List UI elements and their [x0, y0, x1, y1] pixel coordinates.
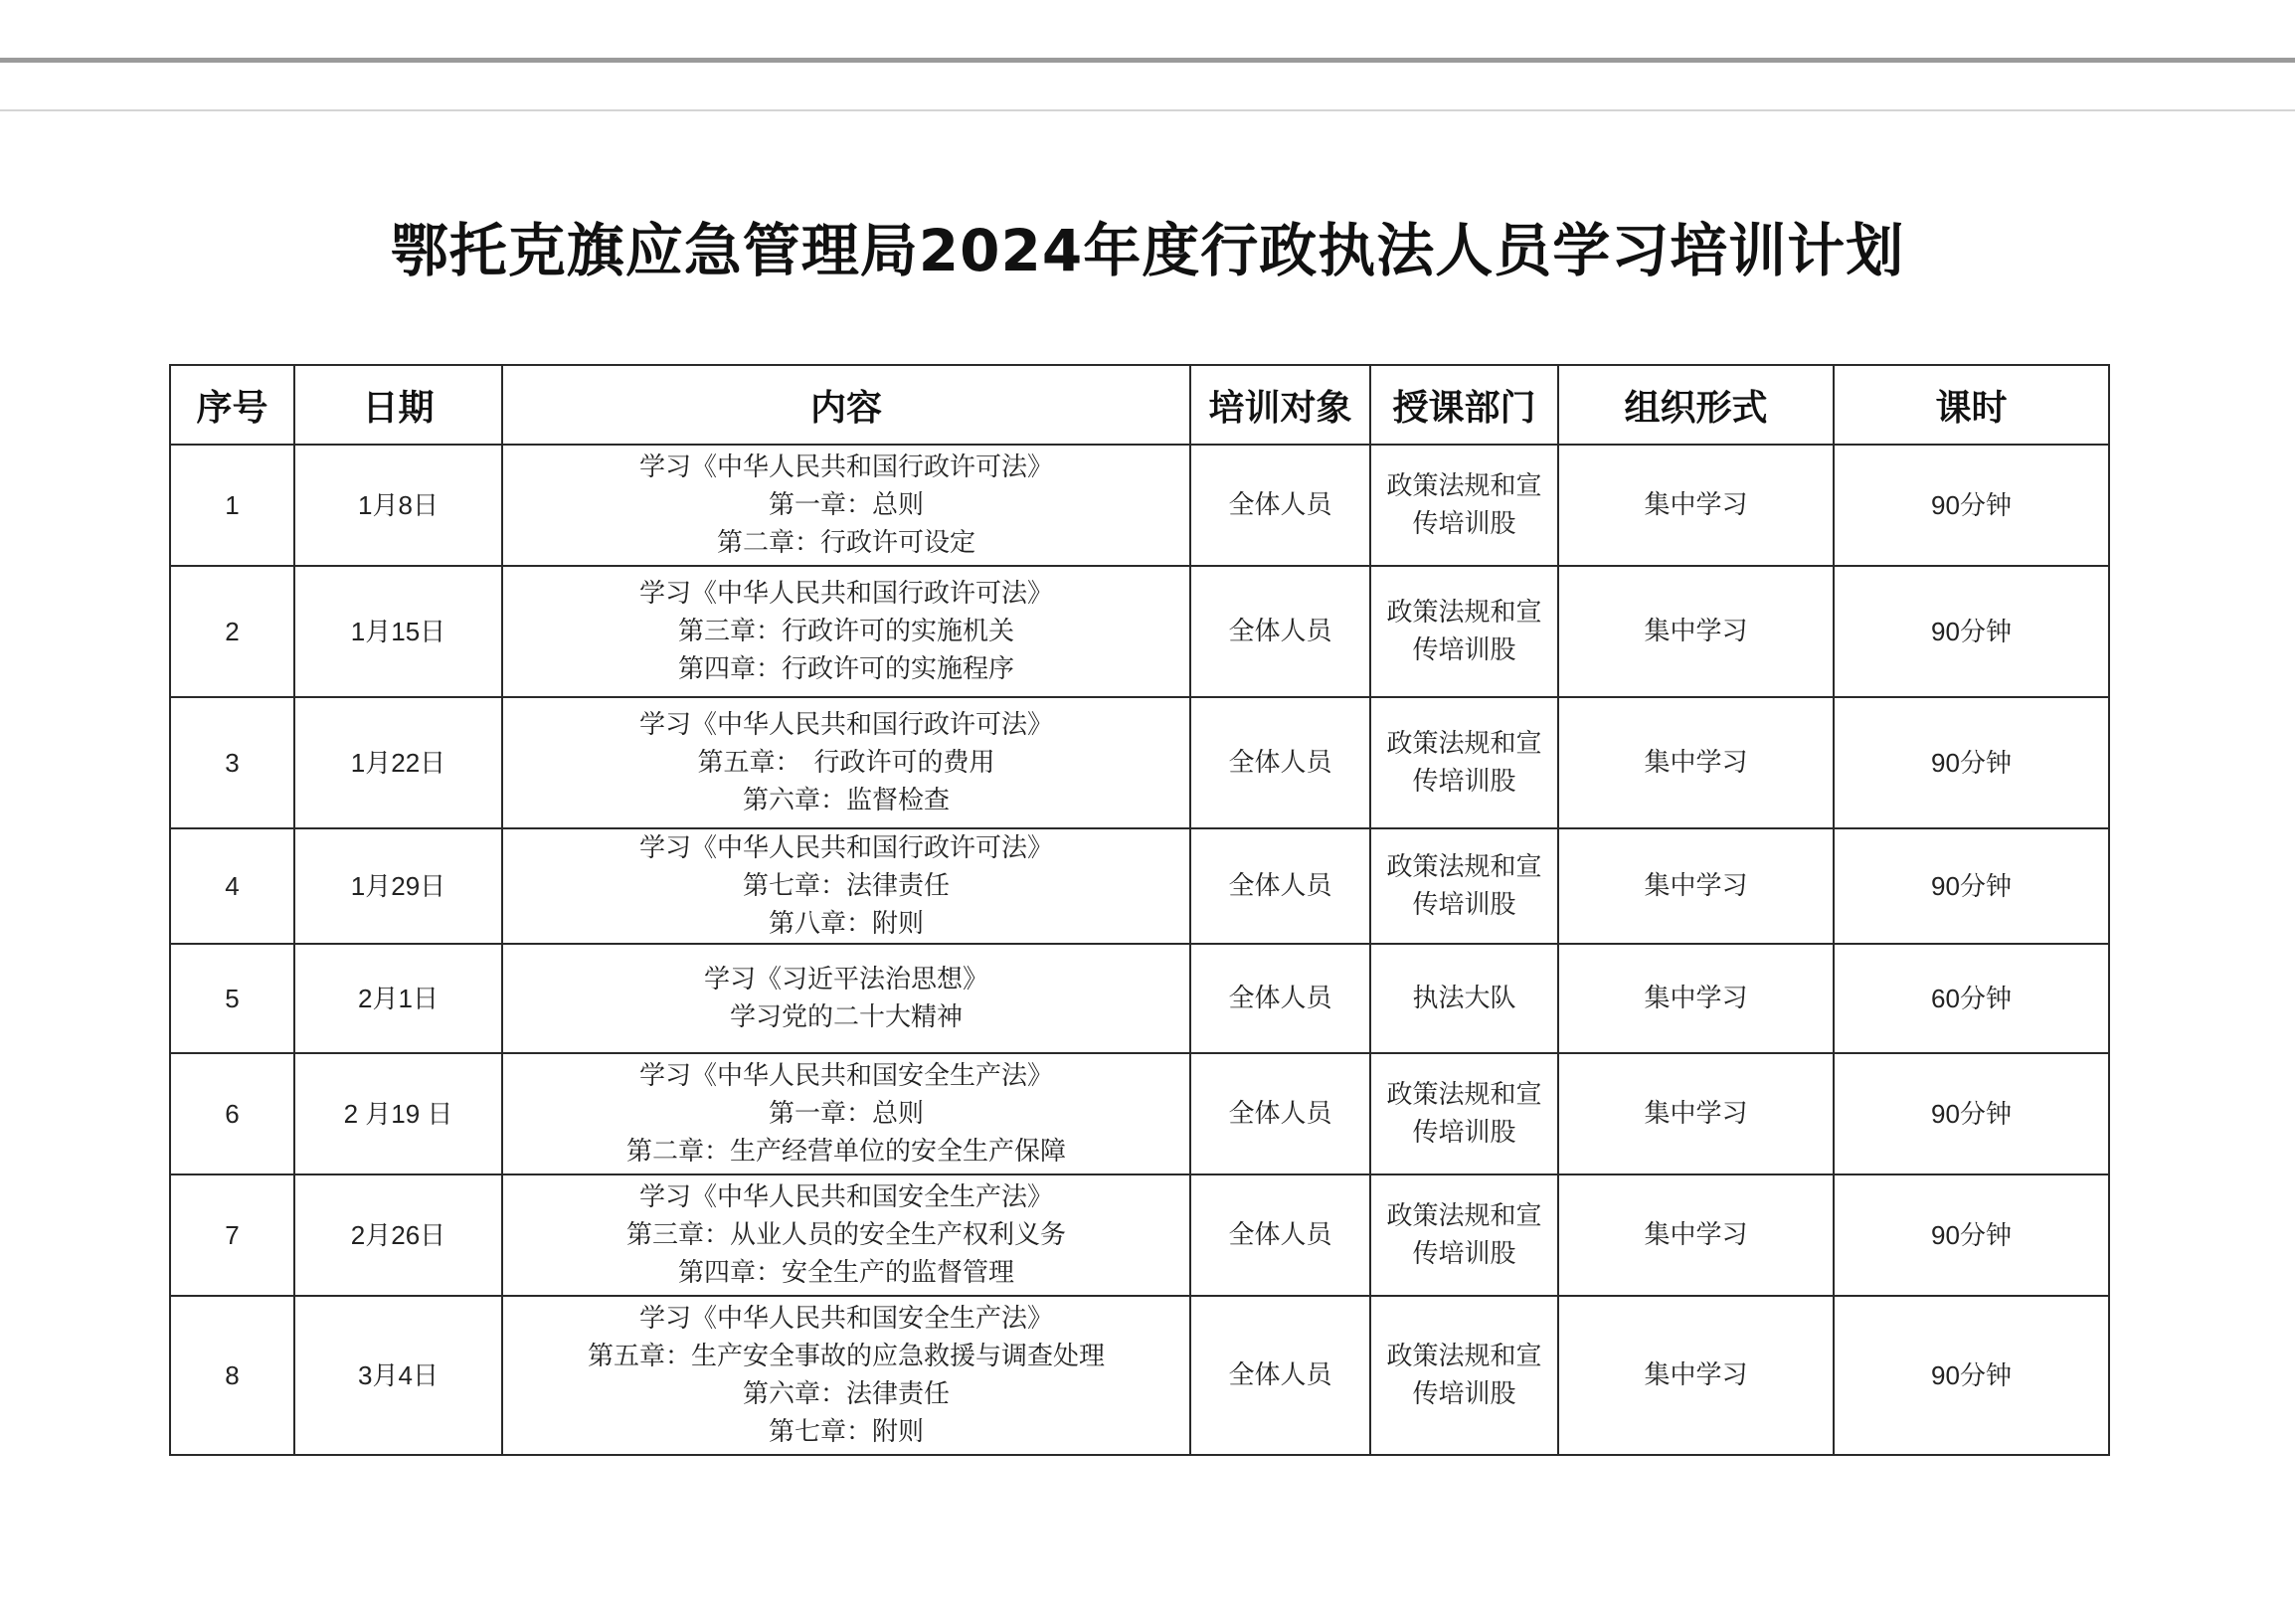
cell-content: [502, 1296, 1190, 1455]
content-line: 学习党的二十大精神: [729, 1002, 963, 1032]
table-row: [170, 944, 2109, 1053]
dept-line: 传培训股: [1412, 635, 1516, 665]
cell-audience: 全体人员: [1190, 697, 1370, 828]
table-row: [170, 1174, 2109, 1296]
cell-audience: 全体人员: [1190, 1296, 1370, 1455]
scan-edge-line-faint: [0, 109, 2295, 111]
cell-date: 1月15日: [294, 566, 502, 697]
header-dept: 授课部门: [1370, 365, 1558, 445]
cell-hours: 60分钟: [1834, 944, 2109, 1053]
dept-line: 传培训股: [1412, 1239, 1516, 1269]
content-line: 第三章：从业人员的安全生产权利义务: [625, 1220, 1066, 1250]
table-row: [170, 445, 2109, 566]
cell-audience: 全体人员: [1190, 828, 1370, 944]
cell-date: 1月29日: [294, 828, 502, 944]
cell-audience: 全体人员: [1190, 1053, 1370, 1174]
dept-line: 政策法规和宣: [1386, 852, 1542, 882]
cell-hours: 90分钟: [1834, 828, 2109, 944]
content-line: 学习《中华人民共和国安全生产法》: [638, 1061, 1053, 1091]
dept-line: 政策法规和宣: [1386, 1080, 1542, 1110]
content-line: 第五章： 行政许可的费用: [697, 748, 995, 778]
cell-hours: 90分钟: [1834, 445, 2109, 566]
content-line: 学习《中华人民共和国安全生产法》: [638, 1182, 1053, 1212]
cell-date: 2月26日: [294, 1174, 502, 1296]
dept-line: 政策法规和宣: [1386, 1201, 1542, 1231]
cell-date: 2 月19 日: [294, 1053, 502, 1174]
cell-form: 集中学习: [1558, 828, 1834, 944]
content-line: 第四章：安全生产的监督管理: [677, 1258, 1014, 1288]
header-no: 序号: [170, 365, 294, 445]
cell-no: 2: [170, 566, 294, 697]
header-form: 组织形式: [1558, 365, 1834, 445]
table-row: [170, 1053, 2109, 1174]
cell-content: [502, 1174, 1190, 1296]
dept-line: 传培训股: [1412, 767, 1516, 797]
dept-line: 传培训股: [1412, 509, 1516, 539]
cell-dept: [1370, 566, 1558, 697]
content-line: 第八章：附则: [768, 909, 924, 939]
content-line: 第三章：行政许可的实施机关: [677, 617, 1014, 646]
cell-hours: 90分钟: [1834, 1174, 2109, 1296]
cell-no: 7: [170, 1174, 294, 1296]
cell-no: 8: [170, 1296, 294, 1455]
cell-form: 集中学习: [1558, 445, 1834, 566]
cell-no: 3: [170, 697, 294, 828]
cell-content: [502, 445, 1190, 566]
cell-content: [502, 566, 1190, 697]
table-row: [170, 697, 2109, 828]
cell-hours: 90分钟: [1834, 697, 2109, 828]
cell-dept: [1370, 1053, 1558, 1174]
dept-line: 政策法规和宣: [1386, 471, 1542, 501]
content-line: 第二章：生产经营单位的安全生产保障: [625, 1137, 1066, 1167]
cell-hours: 90分钟: [1834, 1296, 2109, 1455]
cell-date: 1月8日: [294, 445, 502, 566]
cell-form: 集中学习: [1558, 697, 1834, 828]
cell-date: 3月4日: [294, 1296, 502, 1455]
cell-form: 集中学习: [1558, 944, 1834, 1053]
content-line: 第五章：生产安全事故的应急救援与调查处理: [587, 1342, 1105, 1371]
content-line: 第六章：监督检查: [742, 786, 950, 815]
content-line: 学习《中华人民共和国行政许可法》: [638, 710, 1053, 740]
cell-audience: 全体人员: [1190, 1174, 1370, 1296]
content-line: 学习《中华人民共和国安全生产法》: [638, 1304, 1053, 1334]
training-plan-table: [169, 364, 2110, 1456]
cell-form: 集中学习: [1558, 1174, 1834, 1296]
cell-date: 2月1日: [294, 944, 502, 1053]
cell-dept: [1370, 1296, 1558, 1455]
cell-no: 4: [170, 828, 294, 944]
content-line: 第四章：行政许可的实施程序: [677, 654, 1014, 684]
dept-line: 传培训股: [1412, 1379, 1516, 1409]
cell-hours: 90分钟: [1834, 1053, 2109, 1174]
cell-form: 集中学习: [1558, 1296, 1834, 1455]
cell-content: [502, 697, 1190, 828]
cell-dept: [1370, 697, 1558, 828]
cell-no: 6: [170, 1053, 294, 1174]
cell-no: 1: [170, 445, 294, 566]
table-row: [170, 828, 2109, 944]
dept-line: 传培训股: [1412, 1118, 1516, 1148]
dept-line: 传培训股: [1412, 890, 1516, 920]
cell-hours: 90分钟: [1834, 566, 2109, 697]
cell-audience: 全体人员: [1190, 944, 1370, 1053]
header-date: 日期: [294, 365, 502, 445]
table-header-row: [170, 365, 2109, 445]
cell-content: [502, 944, 1190, 1053]
cell-content: [502, 828, 1190, 944]
content-line: 学习《中华人民共和国行政许可法》: [638, 833, 1053, 863]
dept-line: 政策法规和宣: [1386, 598, 1542, 628]
cell-content: [502, 1053, 1190, 1174]
cell-form: 集中学习: [1558, 1053, 1834, 1174]
scan-edge-line: [0, 58, 2295, 63]
cell-dept: [1370, 445, 1558, 566]
header-content: 内容: [502, 365, 1190, 445]
content-line: 第七章：附则: [768, 1417, 924, 1447]
content-line: 第六章：法律责任: [742, 1379, 950, 1409]
dept-line: 政策法规和宣: [1386, 1342, 1542, 1371]
cell-no: 5: [170, 944, 294, 1053]
cell-date: 1月22日: [294, 697, 502, 828]
content-line: 第一章：总则: [768, 1099, 924, 1129]
cell-dept: [1370, 1174, 1558, 1296]
content-line: 第二章：行政许可设定: [716, 528, 975, 558]
dept-line: 政策法规和宣: [1386, 729, 1542, 759]
page-title: 鄂托克旗应急管理局2024年度行政执法人员学习培训计划: [390, 217, 1905, 284]
cell-form: 集中学习: [1558, 566, 1834, 697]
cell-dept: [1370, 828, 1558, 944]
content-line: 学习《习近平法治思想》: [703, 965, 988, 994]
dept-line: 执法大队: [1412, 984, 1516, 1013]
header-audience: 培训对象: [1190, 365, 1370, 445]
cell-dept: [1370, 944, 1558, 1053]
content-line: 第一章：总则: [768, 490, 924, 520]
table-row: [170, 566, 2109, 697]
content-line: 学习《中华人民共和国行政许可法》: [638, 579, 1053, 609]
table-row: [170, 1296, 2109, 1455]
cell-audience: 全体人员: [1190, 566, 1370, 697]
header-hours: 课时: [1834, 365, 2109, 445]
content-line: 学习《中华人民共和国行政许可法》: [638, 452, 1053, 482]
content-line: 第七章：法律责任: [742, 871, 950, 901]
cell-audience: 全体人员: [1190, 445, 1370, 566]
